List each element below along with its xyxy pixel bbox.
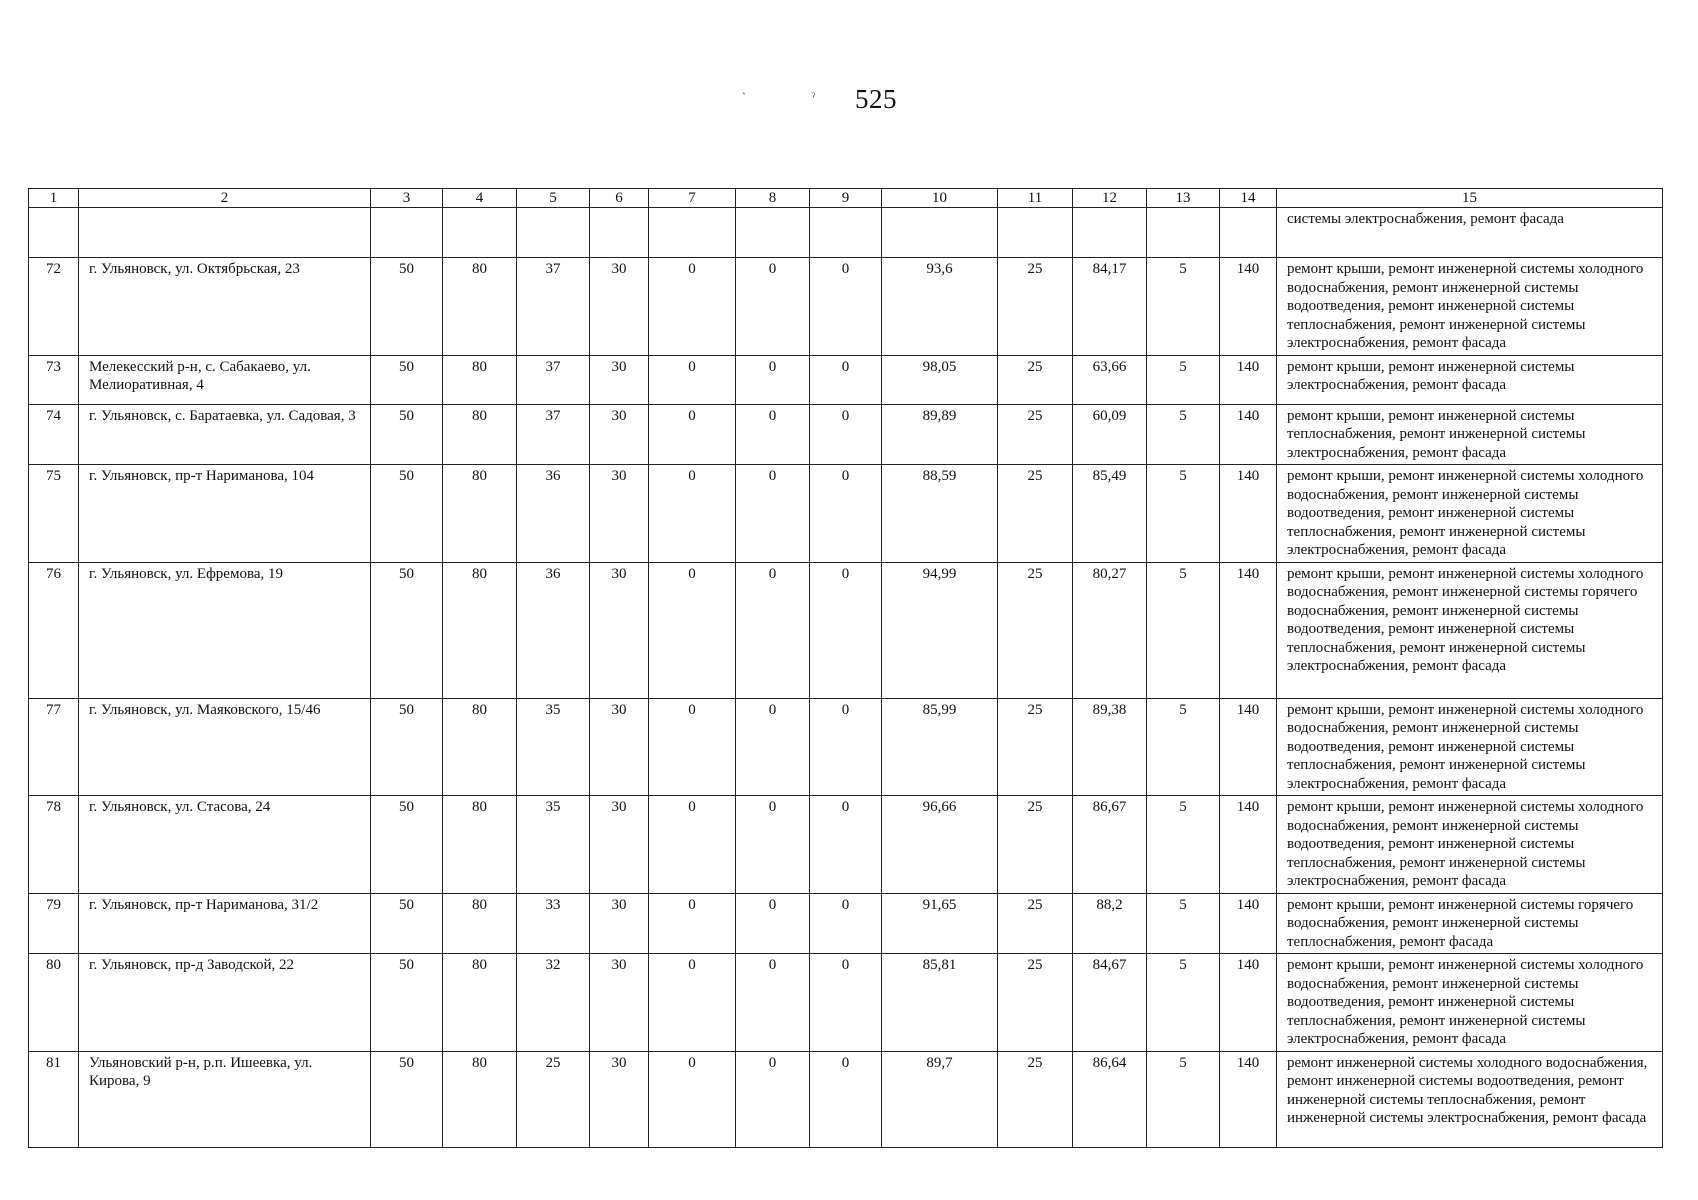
column-header-8: 8	[736, 189, 810, 208]
value-cell: 89,7	[882, 1051, 998, 1147]
row-number-cell: 76	[29, 562, 79, 698]
value-cell: 80	[443, 355, 517, 404]
value-cell: 0	[736, 465, 810, 563]
scan-speck: ˋ	[742, 90, 746, 104]
value-cell: 50	[371, 796, 443, 894]
value-cell: 5	[1147, 893, 1220, 954]
value-cell: 5	[1147, 404, 1220, 465]
value-cell: 0	[649, 258, 736, 356]
value-cell: 30	[590, 404, 649, 465]
value-cell: 0	[810, 465, 882, 563]
works-cell: ремонт крыши, ремонт инженерной системы холодного водоснабжения, ремонт инженерной системы водоотведения, ремонт инженерной системы теплоснабжения, ремонт инженерной системы электроснабжения, ремонт фасада	[1277, 796, 1663, 894]
value-cell: 0	[649, 796, 736, 894]
address-cell: г. Ульяновск, ул. Октябрьская, 23	[79, 258, 371, 356]
column-header-6: 6	[590, 189, 649, 208]
value-cell: 0	[736, 698, 810, 796]
value-cell: 32	[517, 954, 590, 1052]
value-cell: 30	[590, 954, 649, 1052]
value-cell: 0	[810, 258, 882, 356]
value-cell: 50	[371, 404, 443, 465]
value-cell: 30	[590, 562, 649, 698]
value-cell: 30	[590, 258, 649, 356]
value-cell: 25	[998, 1051, 1073, 1147]
value-cell: 25	[998, 562, 1073, 698]
value-cell: 0	[649, 893, 736, 954]
value-cell: 85,81	[882, 954, 998, 1052]
value-cell: 30	[590, 893, 649, 954]
value-cell: 89,89	[882, 404, 998, 465]
value-cell: 140	[1220, 355, 1277, 404]
table-cell	[1220, 208, 1277, 258]
works-cell: ремонт крыши, ремонт инженерной системы холодного водоснабжения, ремонт инженерной системы водоотведения, ремонт инженерной системы теплоснабжения, ремонт инженерной системы электроснабжения, ремонт фасада	[1277, 698, 1663, 796]
value-cell: 5	[1147, 465, 1220, 563]
value-cell: 50	[371, 698, 443, 796]
value-cell: 0	[649, 355, 736, 404]
works-cell: ремонт крыши, ремонт инженерной системы холодного водоснабжения, ремонт инженерной системы горячего водоснабжения, ремонт инженерной системы водоотведения, ремонт инженерной системы теплоснабжения, ремонт инженерной системы электроснабжения, ремонт фасада	[1277, 562, 1663, 698]
value-cell: 50	[371, 355, 443, 404]
value-cell: 0	[649, 465, 736, 563]
table-cell	[810, 208, 882, 258]
row-number-cell: 73	[29, 355, 79, 404]
address-cell: г. Ульяновск, пр-т Нариманова, 104	[79, 465, 371, 563]
value-cell: 0	[649, 1051, 736, 1147]
address-cell: г. Ульяновск, ул. Ефремова, 19	[79, 562, 371, 698]
table-row	[29, 893, 1663, 954]
value-cell: 84,17	[1073, 258, 1147, 356]
value-cell: 89,38	[1073, 698, 1147, 796]
value-cell: 140	[1220, 258, 1277, 356]
works-cell: ремонт крыши, ремонт инженерной системы холодного водоснабжения, ремонт инженерной системы водоотведения, ремонт инженерной системы теплоснабжения, ремонт инженерной системы электроснабжения, ремонт фасада	[1277, 465, 1663, 563]
value-cell: 80,27	[1073, 562, 1147, 698]
value-cell: 80	[443, 954, 517, 1052]
value-cell: 35	[517, 796, 590, 894]
value-cell: 50	[371, 465, 443, 563]
value-cell: 25	[998, 698, 1073, 796]
address-cell: г. Ульяновск, пр-д Заводской, 22	[79, 954, 371, 1052]
works-cell: ремонт крыши, ремонт инженерной системы холодного водоснабжения, ремонт инженерной системы водоотведения, ремонт инженерной системы теплоснабжения, ремонт инженерной системы электроснабжения, ремонт фасада	[1277, 954, 1663, 1052]
row-number-cell: 72	[29, 258, 79, 356]
table-cell	[443, 208, 517, 258]
value-cell: 80	[443, 404, 517, 465]
value-cell: 0	[649, 404, 736, 465]
value-cell: 96,66	[882, 796, 998, 894]
value-cell: 140	[1220, 404, 1277, 465]
address-cell: г. Ульяновск, пр-т Нариманова, 31/2	[79, 893, 371, 954]
works-cell: ремонт инженерной системы холодного водоснабжения, ремонт инженерной системы водоотведения, ремонт инженерной системы теплоснабжения, ремонт инженерной системы электроснабжения, ремонт фасада	[1277, 1051, 1663, 1147]
value-cell: 0	[649, 954, 736, 1052]
column-header-5: 5	[517, 189, 590, 208]
value-cell: 140	[1220, 698, 1277, 796]
value-cell: 37	[517, 404, 590, 465]
table-row	[29, 1051, 1663, 1147]
table-row	[29, 465, 1663, 563]
value-cell: 50	[371, 954, 443, 1052]
row-number-cell: 74	[29, 404, 79, 465]
value-cell: 25	[998, 796, 1073, 894]
carryover-row	[29, 208, 1663, 258]
works-cell: системы электроснабжения, ремонт фасада	[1277, 208, 1663, 258]
table-cell	[517, 208, 590, 258]
value-cell: 50	[371, 893, 443, 954]
row-number-cell: 80	[29, 954, 79, 1052]
value-cell: 80	[443, 698, 517, 796]
table-cell	[882, 208, 998, 258]
table-row	[29, 404, 1663, 465]
page-number: 525	[855, 84, 897, 114]
value-cell: 25	[998, 258, 1073, 356]
scan-speck: ˀ	[812, 90, 815, 104]
value-cell: 0	[736, 893, 810, 954]
row-number-cell: 79	[29, 893, 79, 954]
value-cell: 0	[736, 355, 810, 404]
row-number-cell: 75	[29, 465, 79, 563]
repair-register-table	[28, 188, 1663, 1148]
value-cell: 0	[736, 796, 810, 894]
value-cell: 140	[1220, 1051, 1277, 1147]
value-cell: 50	[371, 1051, 443, 1147]
address-cell: Мелекесский р-н, с. Сабакаево, ул. Мелиоративная, 4	[79, 355, 371, 404]
row-number-cell: 78	[29, 796, 79, 894]
value-cell: 30	[590, 465, 649, 563]
value-cell: 93,6	[882, 258, 998, 356]
column-header-4: 4	[443, 189, 517, 208]
value-cell: 140	[1220, 562, 1277, 698]
column-header-10: 10	[882, 189, 998, 208]
table-row	[29, 258, 1663, 356]
value-cell: 5	[1147, 562, 1220, 698]
column-header-1: 1	[29, 189, 79, 208]
value-cell: 0	[736, 404, 810, 465]
value-cell: 98,05	[882, 355, 998, 404]
address-cell: Ульяновский р-н, р.п. Ишеевка, ул. Кирова, 9	[79, 1051, 371, 1147]
table-row	[29, 562, 1663, 698]
value-cell: 25	[998, 954, 1073, 1052]
table-row	[29, 954, 1663, 1052]
column-header-7: 7	[649, 189, 736, 208]
value-cell: 0	[810, 698, 882, 796]
value-cell: 0	[736, 1051, 810, 1147]
column-header-13: 13	[1147, 189, 1220, 208]
value-cell: 86,64	[1073, 1051, 1147, 1147]
column-header-9: 9	[810, 189, 882, 208]
value-cell: 5	[1147, 1051, 1220, 1147]
value-cell: 80	[443, 796, 517, 894]
value-cell: 36	[517, 562, 590, 698]
value-cell: 0	[810, 954, 882, 1052]
value-cell: 30	[590, 1051, 649, 1147]
value-cell: 88,59	[882, 465, 998, 563]
table-cell	[29, 208, 79, 258]
value-cell: 35	[517, 698, 590, 796]
address-cell: г. Ульяновск, с. Баратаевка, ул. Садовая, 3	[79, 404, 371, 465]
value-cell: 0	[810, 562, 882, 698]
value-cell: 140	[1220, 796, 1277, 894]
table-cell	[649, 208, 736, 258]
table-row	[29, 698, 1663, 796]
table-cell	[998, 208, 1073, 258]
value-cell: 0	[649, 562, 736, 698]
value-cell: 80	[443, 562, 517, 698]
works-cell: ремонт крыши, ремонт инженерной системы горячего водоснабжения, ремонт инженерной системы теплоснабжения, ремонт фасада	[1277, 893, 1663, 954]
table-cell	[371, 208, 443, 258]
column-header-14: 14	[1220, 189, 1277, 208]
value-cell: 140	[1220, 893, 1277, 954]
works-cell: ремонт крыши, ремонт инженерной системы холодного водоснабжения, ремонт инженерной системы водоотведения, ремонт инженерной системы теплоснабжения, ремонт инженерной системы электроснабжения, ремонт фасада	[1277, 258, 1663, 356]
value-cell: 0	[649, 698, 736, 796]
value-cell: 0	[810, 404, 882, 465]
value-cell: 5	[1147, 355, 1220, 404]
value-cell: 85,49	[1073, 465, 1147, 563]
column-header-11: 11	[998, 189, 1073, 208]
value-cell: 94,99	[882, 562, 998, 698]
table-cell	[590, 208, 649, 258]
value-cell: 0	[736, 562, 810, 698]
table-row	[29, 796, 1663, 894]
table-cell	[736, 208, 810, 258]
value-cell: 30	[590, 698, 649, 796]
row-number-cell: 77	[29, 698, 79, 796]
value-cell: 25	[998, 893, 1073, 954]
value-cell: 88,2	[1073, 893, 1147, 954]
value-cell: 80	[443, 258, 517, 356]
works-cell: ремонт крыши, ремонт инженерной системы теплоснабжения, ремонт инженерной системы электроснабжения, ремонт фасада	[1277, 404, 1663, 465]
column-header-2: 2	[79, 189, 371, 208]
value-cell: 30	[590, 796, 649, 894]
value-cell: 84,67	[1073, 954, 1147, 1052]
column-number-header-row	[29, 189, 1663, 208]
value-cell: 0	[810, 893, 882, 954]
value-cell: 60,09	[1073, 404, 1147, 465]
table-row	[29, 355, 1663, 404]
value-cell: 5	[1147, 954, 1220, 1052]
value-cell: 30	[590, 355, 649, 404]
value-cell: 80	[443, 893, 517, 954]
value-cell: 33	[517, 893, 590, 954]
table-cell	[1073, 208, 1147, 258]
works-cell: ремонт крыши, ремонт инженерной системы электроснабжения, ремонт фасада	[1277, 355, 1663, 404]
column-header-3: 3	[371, 189, 443, 208]
value-cell: 0	[736, 954, 810, 1052]
table-cell	[1147, 208, 1220, 258]
value-cell: 140	[1220, 954, 1277, 1052]
value-cell: 25	[998, 404, 1073, 465]
table-cell	[79, 208, 371, 258]
value-cell: 0	[810, 1051, 882, 1147]
value-cell: 50	[371, 562, 443, 698]
value-cell: 63,66	[1073, 355, 1147, 404]
value-cell: 25	[998, 355, 1073, 404]
value-cell: 5	[1147, 796, 1220, 894]
value-cell: 0	[810, 355, 882, 404]
address-cell: г. Ульяновск, ул. Стасова, 24	[79, 796, 371, 894]
value-cell: 80	[443, 465, 517, 563]
value-cell: 50	[371, 258, 443, 356]
row-number-cell: 81	[29, 1051, 79, 1147]
value-cell: 140	[1220, 465, 1277, 563]
value-cell: 5	[1147, 698, 1220, 796]
value-cell: 86,67	[1073, 796, 1147, 894]
value-cell: 91,65	[882, 893, 998, 954]
value-cell: 85,99	[882, 698, 998, 796]
value-cell: 25	[517, 1051, 590, 1147]
value-cell: 0	[810, 796, 882, 894]
value-cell: 5	[1147, 258, 1220, 356]
value-cell: 0	[736, 258, 810, 356]
column-header-12: 12	[1073, 189, 1147, 208]
address-cell: г. Ульяновск, ул. Маяковского, 15/46	[79, 698, 371, 796]
value-cell: 25	[998, 465, 1073, 563]
column-header-15: 15	[1277, 189, 1663, 208]
value-cell: 80	[443, 1051, 517, 1147]
value-cell: 37	[517, 258, 590, 356]
value-cell: 36	[517, 465, 590, 563]
value-cell: 37	[517, 355, 590, 404]
